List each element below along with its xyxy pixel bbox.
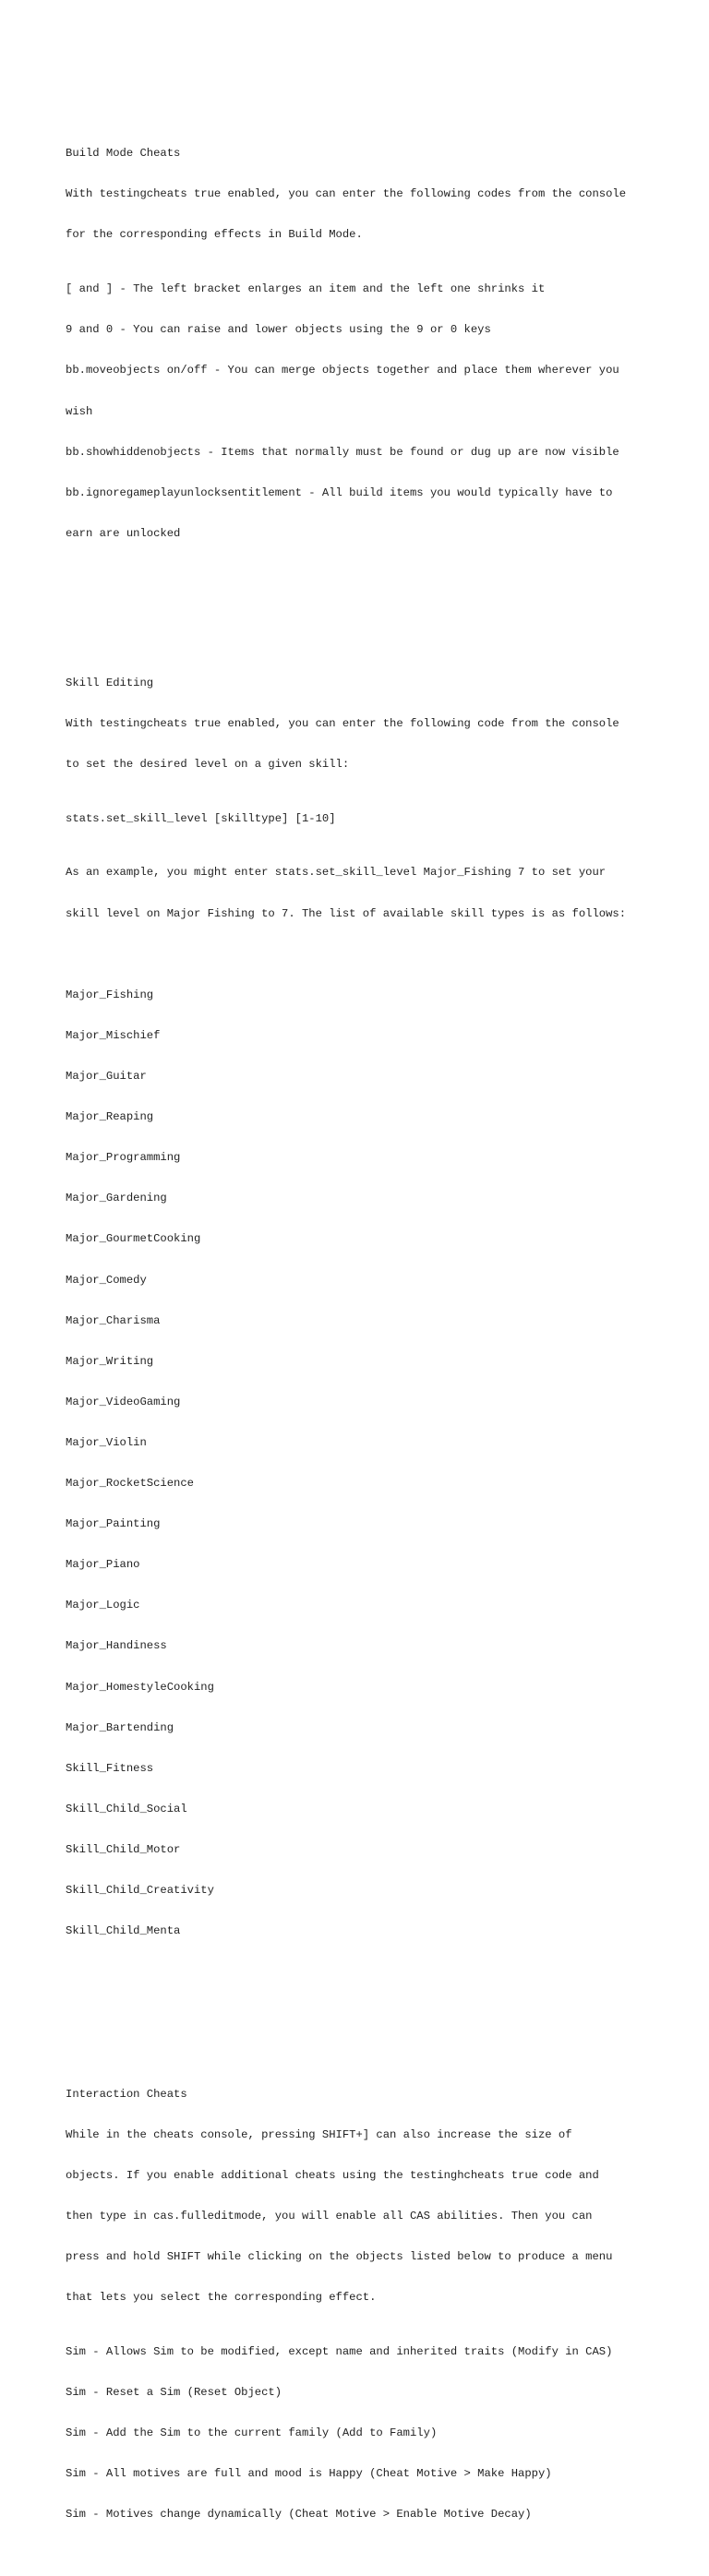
skill-list-item: Major_Fishing: [66, 988, 154, 1001]
skill-list-item: Major_VideoGaming: [66, 1395, 181, 1408]
interaction-item: Sim - Reset a Sim (Reset Object): [66, 2386, 282, 2400]
skill-editing-section: [66, 649, 675, 1993]
skill-example-line: skill level on Major Fishing to 7. The list of available skill types is as follows:: [66, 906, 627, 920]
interaction-intro-line: that lets you select the corresponding effect.: [66, 2291, 377, 2305]
skill-list-item: Skill_Child_Creativity: [66, 1884, 214, 1898]
skill-list-item: Major_Comedy: [66, 1273, 147, 1287]
build-mode-section: [66, 120, 675, 568]
skill-list-item: Major_Charisma: [66, 1313, 161, 1327]
build-mode-item: 9 and 0 - You can raise and lower objects using the 9 or 0 keys: [66, 323, 491, 337]
interaction-item: Sim - Allows Sim to be modified, except name and inherited traits (Modify in CAS): [66, 2345, 613, 2359]
skill-list-item: Major_Programming: [66, 1151, 181, 1165]
skill-example-line: As an example, you might enter stats.set_skill_level Major_Fishing 7 to set your: [66, 866, 607, 880]
skill-editing-heading: Skill Editing: [66, 676, 154, 689]
build-mode-intro-line: With testingcheats true enabled, you can enter the following codes from the console: [66, 187, 627, 201]
skill-list-item: Skill_Child_Social: [66, 1802, 187, 1815]
interaction-section: [66, 2060, 675, 2548]
skill-list-item: Major_GourmetCooking: [66, 1232, 201, 1246]
interaction-item: Sim - Add the Sim to the current family (Add to Family): [66, 2426, 438, 2440]
interaction-item: Sim - All motives are full and mood is Happy (Cheat Motive > Make Happy): [66, 2467, 552, 2481]
skill-list-item: Major_Piano: [66, 1558, 140, 1572]
build-mode-heading: Build Mode Cheats: [66, 147, 181, 161]
interaction-intro-line: then type in cas.fulleditmode, you will enable all CAS abilities. Then you can: [66, 2210, 593, 2223]
build-mode-intro-line: for the corresponding effects in Build Mode.: [66, 228, 363, 242]
skill-list-item: Skill_Child_Menta: [66, 1924, 181, 1938]
skill-list: [66, 961, 675, 1965]
interaction-intro-line: objects. If you enable additional cheats using the testinghcheats true code and: [66, 2168, 599, 2182]
interaction-intro-line: press and hold SHIFT while clicking on the objects listed below to produce a menu: [66, 2250, 613, 2264]
build-mode-item: wish: [66, 404, 93, 418]
build-mode-item: [ and ] - The left bracket enlarges an item and the left one shrinks it: [66, 282, 546, 296]
build-mode-item: bb.showhiddenobjects - Items that normally must be found or dug up are now visible: [66, 445, 619, 459]
skill-list-item: Major_Painting: [66, 1517, 161, 1531]
build-mode-item: bb.moveobjects on/off - You can merge objects together and place them wherever you: [66, 364, 619, 377]
interaction-intro-line: While in the cheats console, pressing SHIFT+] can also increase the size of: [66, 2127, 572, 2141]
skill-list-item: Skill_Child_Motor: [66, 1843, 181, 1857]
skill-list-item: Major_Mischief: [66, 1028, 161, 1042]
skill-list-item: Major_Reaping: [66, 1110, 154, 1124]
build-mode-item: bb.ignoregameplayunlocksentitlement - All build items you would typically have to: [66, 485, 613, 499]
interaction-item: Sim - Motives change dynamically (Cheat Motive > Enable Motive Decay): [66, 2508, 532, 2522]
skill-command: stats.set_skill_level [skilltype] [1-10]: [66, 811, 336, 825]
skill-editing-intro-line: With testingcheats true enabled, you can enter the following code from the console: [66, 716, 619, 730]
build-mode-item: earn are unlocked: [66, 526, 181, 540]
skill-list-item: Major_Handiness: [66, 1639, 167, 1653]
document-body: [66, 66, 675, 2576]
skill-list-item: Major_HomestyleCooking: [66, 1680, 214, 1694]
skill-list-item: Major_Gardening: [66, 1192, 167, 1205]
skill-list-item: Major_Guitar: [66, 1069, 147, 1083]
skill-list-item: Major_Bartending: [66, 1720, 174, 1734]
skill-list-item: Major_RocketScience: [66, 1477, 194, 1491]
interaction-heading: Interaction Cheats: [66, 2087, 187, 2101]
skill-list-item: Major_Writing: [66, 1354, 154, 1368]
skill-list-item: Major_Violin: [66, 1435, 147, 1449]
skill-list-item: Skill_Fitness: [66, 1761, 154, 1775]
skill-list-item: Major_Logic: [66, 1599, 140, 1612]
skill-editing-intro-line: to set the desired level on a given skill:: [66, 757, 350, 771]
